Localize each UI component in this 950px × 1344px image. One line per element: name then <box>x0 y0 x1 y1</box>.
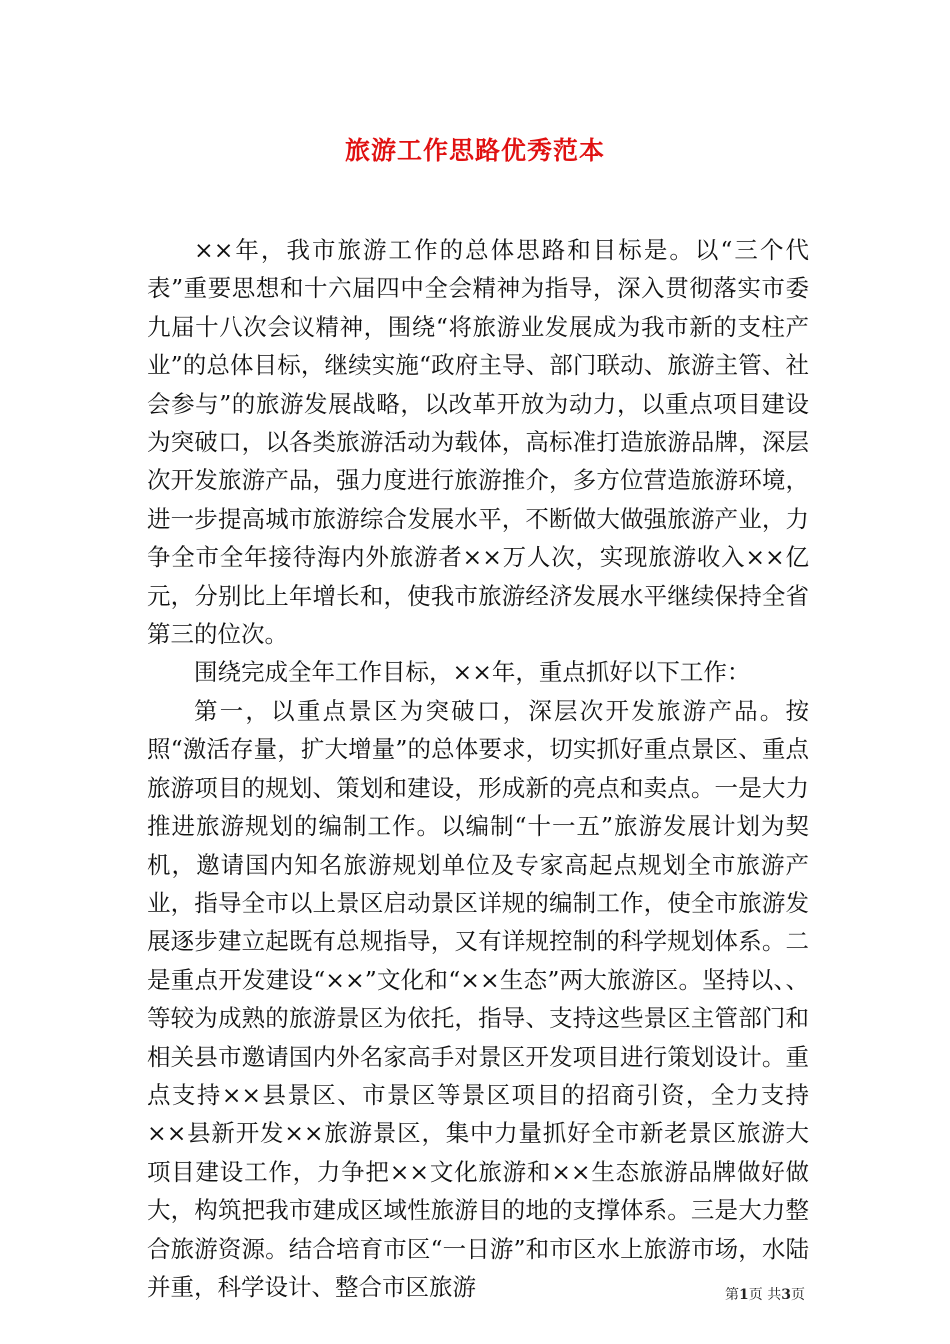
paragraph-first-task: 第一，以重点景区为突破口，深层次开发旅游产品。按照“激活存量，扩大增量”的总体要求，切实抓好重点景区、重点旅游项目的规划、策划和建设，形成新的亮点和卖点。一是大力推进旅游规划的编制工作。以编制“十一五”旅游发展计划为契机，邀请国内知名旅游规划单位及专家高起点规划全市旅游产业，指导全市以上景区启动景区详规的编制工作，使全市旅游发展逐步建立起既有总规指导，又有详规控制的科学规划体系。二是重点开发建设“××”文化和“××生态”两大旅游区。坚持以、、等较为成熟的旅游景区为依托，指导、支持这些景区主管部门和相关县市邀请国内外名家高手对景区开发项目进行策划设计。重点支持××县景区、市景区等景区项目的招商引资，全力支持××县新开发××旅游景区，集中力量抓好全市新老景区旅游大项目建设工作，力争把××文化旅游和××生态旅游品牌做好做大，构筑把我市建成区域性旅游目的地的支撑体系。三是大力整合旅游资源。结合培育市区“一日游”和市区水上旅游市场，水陆并重，科学设计、整合市区旅游 <box>147 696 809 1301</box>
document-title: 旅游工作思路优秀范本 <box>344 136 605 165</box>
current-page-number: 1 <box>739 1287 749 1303</box>
page-number-footer <box>725 1284 805 1304</box>
paragraph-key-tasks-intro: 围绕完成全年工作目标，××年，重点抓好以下工作： <box>194 658 751 687</box>
total-pages-number: 3 <box>781 1287 791 1303</box>
footer-prefix: 第 <box>725 1287 740 1303</box>
footer-middle: 页 共 <box>748 1287 782 1303</box>
paragraph-overall-goals: ××年，我市旅游工作的总体思路和目标是。以“三个代表”重要思想和十六届四中全会精神为指导，深入贯彻落实市委九届十八次会议精神，围绕“将旅游业发展成为我市新的支柱产业”的总体目标，继续实施“政府主导、部门联动、旅游主管、社会参与”的旅游发展战略，以改革开放为动力，以重点项目建设为突破口，以各类旅游活动为载体，高标准打造旅游品牌，深层次开发旅游产品，强力度进行旅游推介，多方位营造旅游环境，进一步提高城市旅游综合发展水平，不断做大做强旅游产业，力争全市全年接待海内外旅游者××万人次，实现旅游收入××亿元，分别比上年增长和，使我市旅游经济发展水平继续保持全省第三的位次。 <box>147 236 809 649</box>
footer-suffix: 页 <box>791 1287 805 1303</box>
document-body <box>147 231 809 1306</box>
